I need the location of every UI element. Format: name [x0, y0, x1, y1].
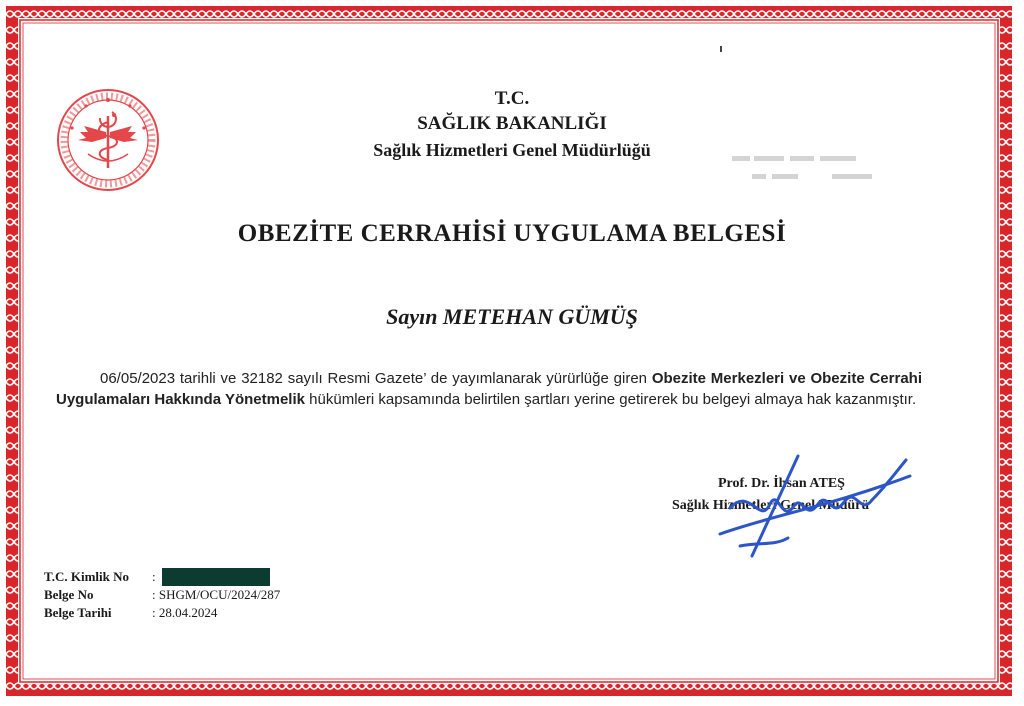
doc-date-row: [44, 604, 280, 622]
document-meta: [44, 568, 280, 622]
handwritten-signature: [690, 446, 930, 566]
doc-date-label: Belge Tarihi: [44, 605, 112, 620]
id-number-row: [44, 568, 280, 586]
certificate-body: [56, 368, 922, 410]
recipient-name: Sayın METEHAN GÜMÜŞ: [386, 304, 638, 329]
signatory-title: Sağlık Hizmetleri Genel Müdürü: [672, 498, 870, 513]
ministry-name: SAĞLIK BAKANLIĞI: [417, 113, 607, 134]
doc-number-label: Belge No: [44, 587, 94, 602]
id-number-redaction: [162, 568, 270, 586]
doc-date-value: : 28.04.2024: [152, 605, 218, 620]
doc-number-value: : SHGM/OCU/2024/287: [152, 587, 281, 602]
directorate-name: Sağlık Hizmetleri Genel Müdürlüğü: [373, 140, 651, 160]
regulation-name: Obezite Merkezleri ve Obezite Cerrahi Uygulamaları Hakkında Yönetmelik: [56, 370, 922, 408]
doc-number-row: [44, 586, 280, 604]
body-text-2: hükümleri kapsamında belirtilen şartları yerine getirerek bu belgeyi almaya hak kazanmıştır.: [305, 391, 917, 408]
id-number-label: T.C. Kimlik No: [44, 569, 129, 584]
signatory-name: Prof. Dr. İhsan ATEŞ: [718, 476, 845, 491]
id-number-separator: :: [152, 569, 156, 584]
country-abbrev: T.C.: [494, 88, 530, 109]
scan-mark: [720, 46, 722, 52]
body-text-1: 06/05/2023 tarihli ve 32182 sayılı Resmi Gazete’ de yayımlanarak yürürlüğe giren: [100, 370, 652, 387]
certificate-title: OBEZİTE CERRAHİSİ UYGULAMA BELGESİ: [237, 220, 787, 247]
